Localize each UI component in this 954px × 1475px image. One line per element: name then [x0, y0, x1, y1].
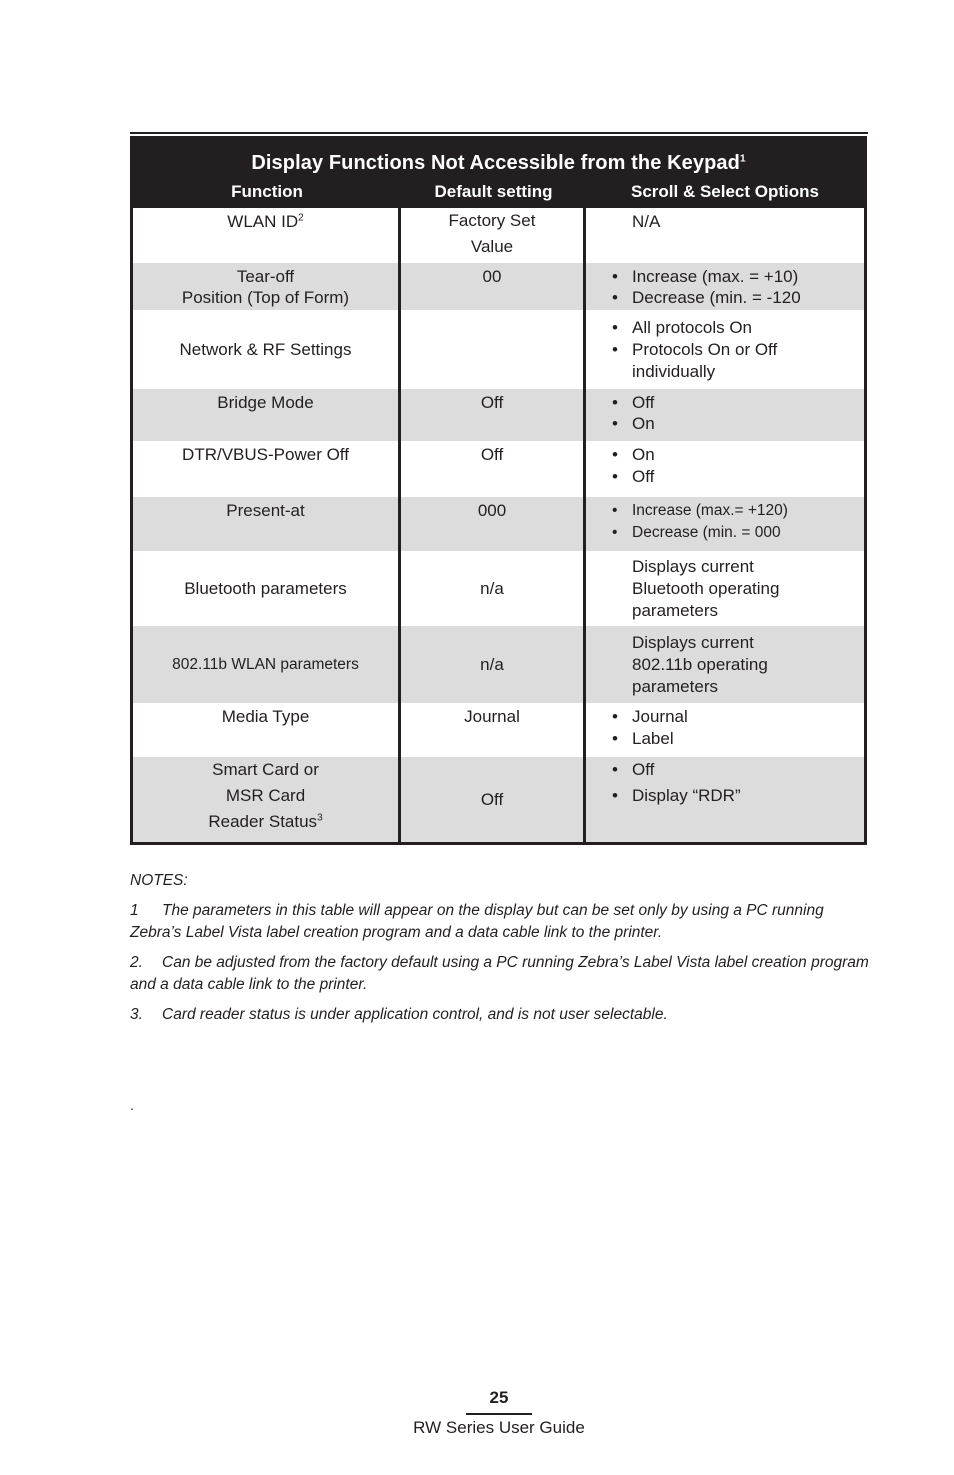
table-row — [133, 263, 864, 310]
option-bullet: • Off — [612, 757, 864, 783]
col-header-options: Scroll & Select Options — [631, 182, 819, 201]
option-bullet: • Protocols On or Off individually — [612, 339, 832, 383]
function-text: Network & RF Settings — [179, 339, 352, 359]
cell-options — [586, 208, 864, 263]
function-text: WLAN ID — [227, 212, 299, 231]
stray-mark: . — [130, 1097, 134, 1113]
cell-default — [401, 208, 586, 263]
option-bullet: • Display “RDR” — [612, 783, 864, 809]
table-row — [133, 497, 864, 551]
cell-default — [401, 703, 586, 757]
function-text: MSR Card — [225, 786, 306, 805]
note-item — [130, 1004, 870, 1026]
col-header-function: Function — [231, 182, 303, 201]
cell-options — [586, 551, 864, 626]
option-bullet: • Increase (max. = +10) — [612, 266, 864, 287]
title-footnote-marker: 1 — [739, 153, 746, 165]
table-row — [133, 703, 864, 757]
option-text: N/A — [632, 212, 661, 231]
cell-function — [133, 263, 401, 310]
function-text: Position (Top of Form) — [181, 288, 350, 307]
cell-function — [133, 497, 401, 551]
cell-options — [586, 441, 864, 497]
option-text: Displays current Bluetooth operating parameters — [632, 556, 780, 620]
cell-options — [586, 263, 864, 310]
col-header-default: Default setting — [434, 182, 553, 201]
cell-default — [401, 497, 586, 551]
page-number: 25 — [489, 1388, 509, 1407]
table-row — [133, 208, 864, 263]
option-text: Displays current 802.11b operating parameters — [632, 632, 768, 696]
table-row — [133, 551, 864, 626]
function-text: Bridge Mode — [217, 393, 314, 412]
default-text: 00 — [482, 267, 502, 286]
default-text: Off — [480, 445, 504, 464]
default-text: n/a — [480, 578, 504, 598]
note-text: Can be adjusted from the factory default using a PC running Zebra’s Label Vista label creation program and a data cable link to the printer. — [130, 954, 869, 993]
footnote-marker: 3 — [317, 812, 323, 824]
default-text: n/a — [480, 654, 504, 674]
function-text: Smart Card or — [212, 760, 319, 779]
cell-options — [586, 703, 864, 757]
function-text: DTR/VBUS-Power Off — [182, 445, 349, 464]
cell-function — [133, 389, 401, 441]
default-text: Off — [480, 393, 504, 412]
option-bullet: • Off — [612, 392, 864, 413]
table-top-rule — [130, 132, 868, 134]
function-text: Media Type — [221, 707, 310, 726]
cell-function — [133, 310, 401, 389]
cell-function — [133, 208, 401, 263]
note-number: 2. — [130, 954, 143, 971]
table-row — [133, 441, 864, 497]
note-number: 1 — [130, 902, 139, 919]
note-number: 3. — [130, 1006, 143, 1023]
display-functions-table — [130, 136, 867, 845]
default-text: Journal — [464, 707, 520, 726]
function-text: Reader Status — [208, 812, 318, 831]
footer-rule — [466, 1413, 532, 1415]
option-bullet: • All protocols On — [612, 317, 864, 339]
option-bullet: • Increase (max.= +120) — [612, 500, 864, 522]
note-text: Card reader status is under application control, and is not user selectable. — [162, 1006, 668, 1023]
option-bullet: • Off — [612, 466, 864, 488]
cell-options — [586, 497, 864, 551]
cell-function — [133, 551, 401, 626]
table-row — [133, 626, 864, 703]
function-text: Tear-off — [236, 267, 295, 286]
cell-options — [586, 757, 864, 842]
cell-default — [401, 389, 586, 441]
option-bullet: • Decrease (min. = 000 — [612, 522, 864, 544]
cell-function — [133, 703, 401, 757]
cell-function — [133, 441, 401, 497]
table-title — [133, 152, 864, 175]
function-text: Bluetooth parameters — [184, 578, 347, 598]
cell-default — [401, 551, 586, 626]
cell-options — [586, 626, 864, 703]
table-row — [133, 757, 864, 842]
option-bullet: • On — [612, 413, 864, 434]
cell-function — [133, 626, 401, 703]
option-bullet: • On — [612, 444, 864, 466]
cell-options — [586, 310, 864, 389]
note-text: The parameters in this table will appear on the display but can be set only by using a PC running Zebra’s Label Vista label creation program and a data cable link to the printer. — [130, 902, 824, 941]
notes-heading: NOTES: — [130, 872, 188, 889]
table-row — [133, 310, 864, 389]
table-row — [133, 389, 864, 441]
table-header — [133, 136, 864, 208]
option-bullet: • Label — [612, 728, 864, 750]
cell-default — [401, 441, 586, 497]
guide-title: RW Series User Guide — [413, 1418, 585, 1437]
default-text: 000 — [477, 501, 507, 520]
note-item — [130, 952, 870, 996]
function-text: Present-at — [226, 501, 305, 520]
cell-default — [401, 263, 586, 310]
cell-default — [401, 757, 586, 842]
cell-options — [586, 389, 864, 441]
function-text: 802.11b WLAN parameters — [172, 655, 359, 673]
default-text: Factory Set — [448, 211, 536, 230]
footnote-marker: 2 — [298, 212, 304, 224]
cell-default — [401, 626, 586, 703]
option-bullet: • Decrease (min. = -120 — [612, 287, 864, 308]
table-title-text: Display Functions Not Accessible from the Keypad — [251, 152, 740, 174]
default-text: Off — [480, 789, 504, 809]
option-bullet: • Journal — [612, 706, 864, 728]
cell-function — [133, 757, 401, 842]
cell-default — [401, 310, 586, 389]
note-item — [130, 900, 870, 944]
default-text: Value — [470, 237, 514, 256]
